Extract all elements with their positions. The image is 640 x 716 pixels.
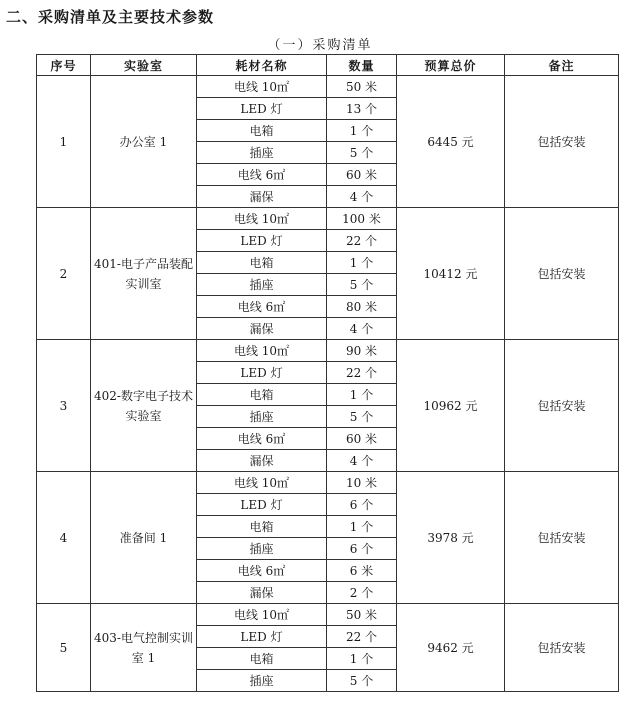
material-name-cell: LED 灯	[197, 98, 327, 120]
quantity-cell: 5 个	[327, 142, 397, 164]
material-name-cell: 电线 10㎡	[197, 76, 327, 98]
lab-name-cell: 准备间 1	[91, 472, 197, 604]
quantity-cell: 60 米	[327, 164, 397, 186]
note-cell: 包括安装	[505, 76, 619, 208]
quantity-cell: 50 米	[327, 76, 397, 98]
quantity-cell: 1 个	[327, 516, 397, 538]
material-name-cell: 电线 10㎡	[197, 340, 327, 362]
quantity-cell: 6 米	[327, 560, 397, 582]
header-budget: 预算总价	[397, 55, 505, 76]
table-row	[37, 472, 619, 494]
budget-total-cell: 6445 元	[397, 76, 505, 208]
budget-total-cell: 10962 元	[397, 340, 505, 472]
quantity-cell: 5 个	[327, 274, 397, 296]
note-cell: 包括安装	[505, 340, 619, 472]
budget-total-cell: 10412 元	[397, 208, 505, 340]
lab-name-cell: 办公室 1	[91, 76, 197, 208]
quantity-cell: 1 个	[327, 120, 397, 142]
quantity-cell: 5 个	[327, 670, 397, 692]
lab-name-cell: 403-电气控制实训室 1	[91, 604, 197, 692]
material-name-cell: 电线 10㎡	[197, 472, 327, 494]
table-row	[37, 208, 619, 230]
material-name-cell: 电线 6㎡	[197, 164, 327, 186]
material-name-cell: 电箱	[197, 384, 327, 406]
table-header-row	[37, 55, 619, 76]
note-cell: 包括安装	[505, 604, 619, 692]
budget-total-cell: 9462 元	[397, 604, 505, 692]
table-row	[37, 604, 619, 626]
quantity-cell: 4 个	[327, 318, 397, 340]
row-number-cell: 3	[37, 340, 91, 472]
material-name-cell: 插座	[197, 538, 327, 560]
material-name-cell: 插座	[197, 670, 327, 692]
material-name-cell: 电线 6㎡	[197, 560, 327, 582]
budget-total-cell: 3978 元	[397, 472, 505, 604]
quantity-cell: 1 个	[327, 252, 397, 274]
material-name-cell: 漏保	[197, 450, 327, 472]
quantity-cell: 10 米	[327, 472, 397, 494]
material-name-cell: 插座	[197, 274, 327, 296]
material-name-cell: LED 灯	[197, 494, 327, 516]
quantity-cell: 4 个	[327, 450, 397, 472]
material-name-cell: 电箱	[197, 120, 327, 142]
header-no: 序号	[37, 55, 91, 76]
material-name-cell: LED 灯	[197, 362, 327, 384]
material-name-cell: 电箱	[197, 648, 327, 670]
material-name-cell: 漏保	[197, 186, 327, 208]
procurement-table	[36, 54, 619, 692]
material-name-cell: 电箱	[197, 252, 327, 274]
quantity-cell: 2 个	[327, 582, 397, 604]
quantity-cell: 6 个	[327, 494, 397, 516]
material-name-cell: 漏保	[197, 318, 327, 340]
material-name-cell: 电线 6㎡	[197, 296, 327, 318]
material-name-cell: LED 灯	[197, 626, 327, 648]
header-quantity: 数量	[327, 55, 397, 76]
quantity-cell: 50 米	[327, 604, 397, 626]
quantity-cell: 60 米	[327, 428, 397, 450]
material-name-cell: 插座	[197, 142, 327, 164]
row-number-cell: 4	[37, 472, 91, 604]
lab-name-cell: 401-电子产品装配实训室	[91, 208, 197, 340]
material-name-cell: LED 灯	[197, 230, 327, 252]
material-name-cell: 电线 10㎡	[197, 208, 327, 230]
row-number-cell: 5	[37, 604, 91, 692]
table-body	[37, 76, 619, 692]
quantity-cell: 5 个	[327, 406, 397, 428]
material-name-cell: 插座	[197, 406, 327, 428]
quantity-cell: 80 米	[327, 296, 397, 318]
table-caption: （一）采购清单	[267, 38, 373, 53]
quantity-cell: 22 个	[327, 362, 397, 384]
quantity-cell: 90 米	[327, 340, 397, 362]
table-row	[37, 76, 619, 98]
quantity-cell: 22 个	[327, 626, 397, 648]
quantity-cell: 6 个	[327, 538, 397, 560]
quantity-cell: 22 个	[327, 230, 397, 252]
section-heading: 二、采购清单及主要技术参数	[6, 8, 215, 26]
material-name-cell: 电箱	[197, 516, 327, 538]
row-number-cell: 2	[37, 208, 91, 340]
quantity-cell: 100 米	[327, 208, 397, 230]
quantity-cell: 13 个	[327, 98, 397, 120]
header-lab: 实验室	[91, 55, 197, 76]
quantity-cell: 1 个	[327, 384, 397, 406]
note-cell: 包括安装	[505, 472, 619, 604]
table-row	[37, 340, 619, 362]
material-name-cell: 电线 10㎡	[197, 604, 327, 626]
note-cell: 包括安装	[505, 208, 619, 340]
lab-name-cell: 402-数字电子技术实验室	[91, 340, 197, 472]
quantity-cell: 4 个	[327, 186, 397, 208]
header-note: 备注	[505, 55, 619, 76]
material-name-cell: 电线 6㎡	[197, 428, 327, 450]
row-number-cell: 1	[37, 76, 91, 208]
header-material: 耗材名称	[197, 55, 327, 76]
quantity-cell: 1 个	[327, 648, 397, 670]
material-name-cell: 漏保	[197, 582, 327, 604]
